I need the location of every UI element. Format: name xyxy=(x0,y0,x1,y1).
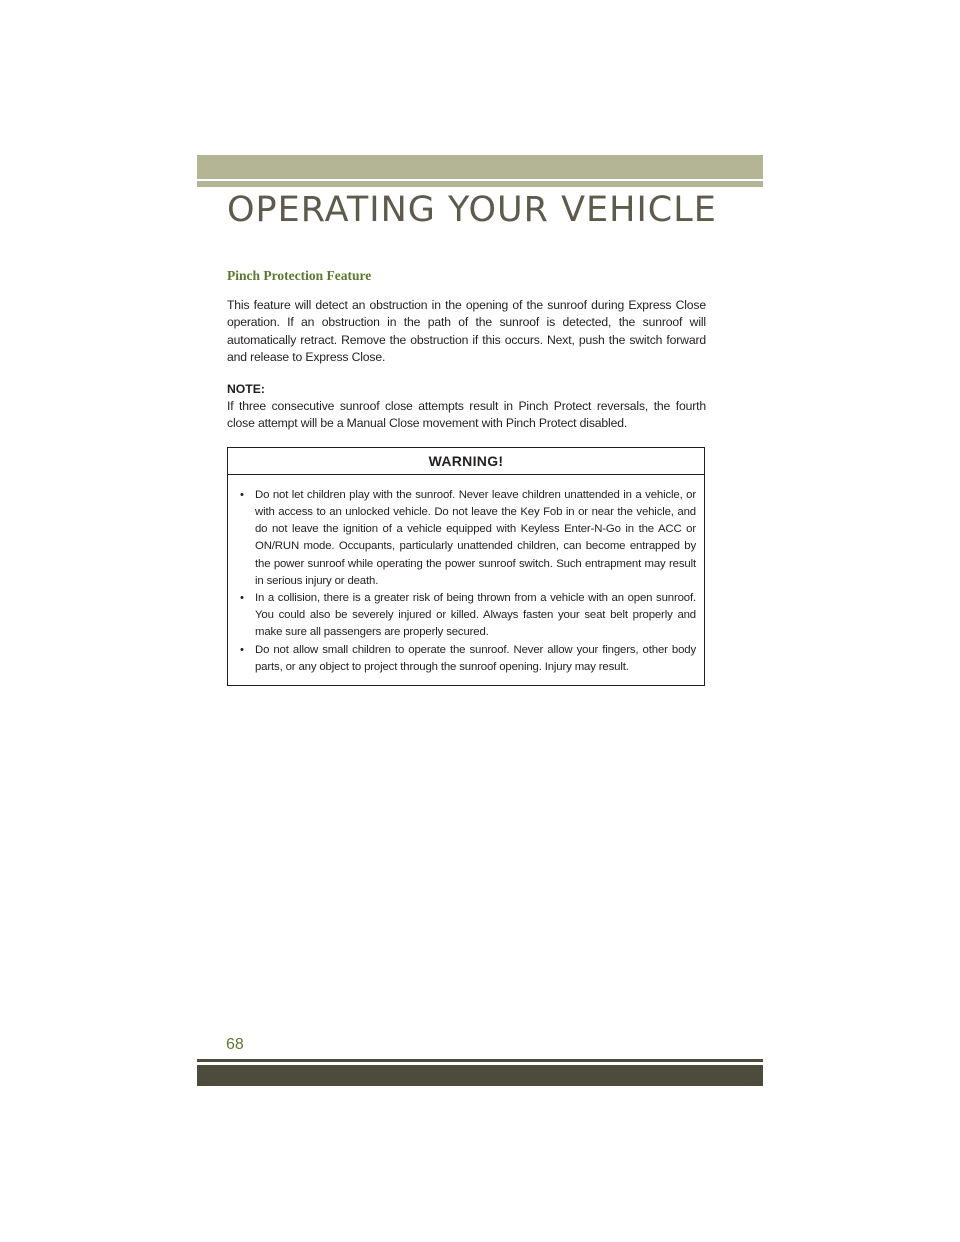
warning-list xyxy=(228,475,704,685)
body-paragraph: This feature will detect an obstruction in the opening of the sunroof during Express Close operation. If an obstruction in the path of the sunroof is detected, the sunroof will automatically retract. Remove the obstruction if this occurs. Next, push the switch forward and release to Express Close. xyxy=(227,298,706,365)
header-band-rule xyxy=(197,181,763,187)
page-content xyxy=(227,268,706,686)
footer-band xyxy=(197,1065,763,1086)
warning-item-text: Do not let children play with the sunroof. Never leave children unattended in a vehicle, or with access to an unlocked vehicle. Do not leave the Key Fob in or near the vehicle, and do not leave the ignition of a vehicle equipped with Keyless Enter-N-Go in the ACC or ON/RUN mode. Occupants, particularly unattended children, can become entrapped by the power sunroof while operating the power sunroof switch. Such entrapment may result in serious injury or death. xyxy=(255,488,696,587)
warning-box xyxy=(227,447,705,686)
footer-band-rule xyxy=(197,1059,763,1062)
note-text: If three consecutive sunroof close attempts result in Pinch Protect reversals, the fourth close attempt will be a Manual Close movement with Pinch Protect disabled. xyxy=(227,399,706,431)
page-number: 68 xyxy=(226,1036,244,1053)
warning-title: WARNING! xyxy=(228,448,704,475)
warning-item-text: Do not allow small children to operate the sunroof. Never allow your fingers, other body parts, or any object to project through the sunroof opening. Injury may result. xyxy=(255,643,696,673)
section-title: OPERATING YOUR VEHICLE xyxy=(227,190,717,230)
warning-item xyxy=(238,487,696,590)
bullet-icon: • xyxy=(240,592,244,605)
bullet-icon: • xyxy=(240,643,244,656)
warning-item-text: In a collision, there is a greater risk of being thrown from a vehicle with an open sunroof. You could also be severely injured or killed. Always fasten your seat belt properly and make sure all passengers are properly secured. xyxy=(255,592,696,639)
note-label: NOTE: xyxy=(227,381,265,396)
bullet-icon: • xyxy=(240,488,244,501)
header-band xyxy=(197,155,763,179)
warning-item xyxy=(238,642,696,676)
subheading: Pinch Protection Feature xyxy=(227,268,372,283)
warning-item xyxy=(238,590,696,642)
